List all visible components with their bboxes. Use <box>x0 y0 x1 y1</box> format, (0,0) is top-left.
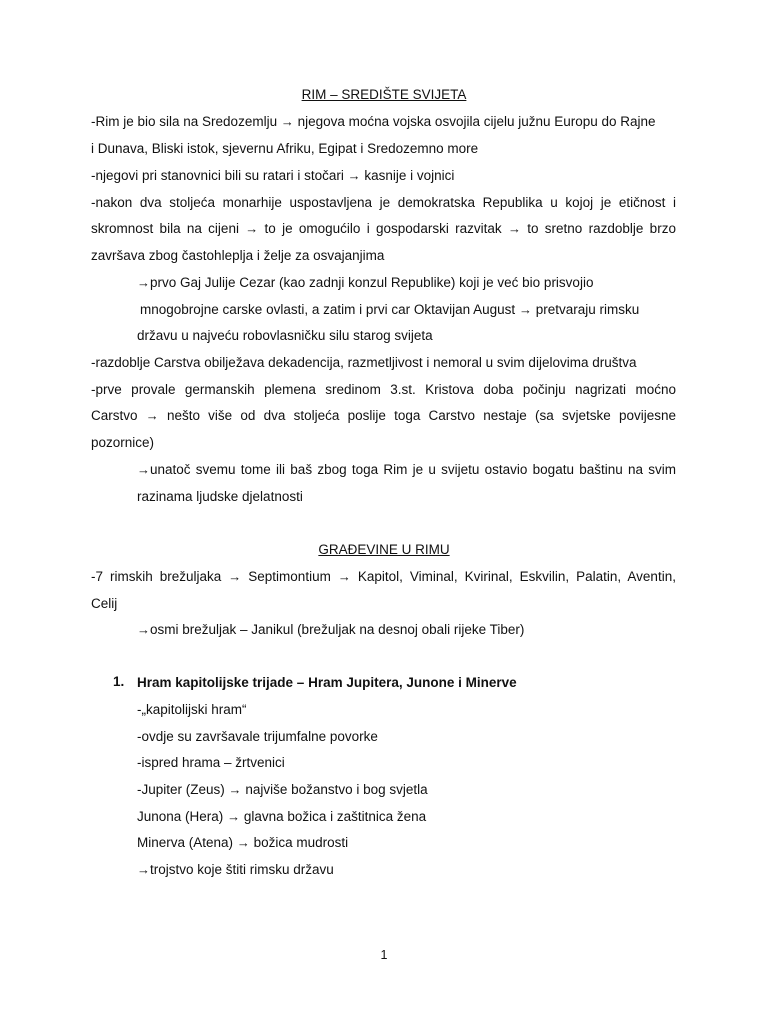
arrow-right-icon: → <box>137 862 150 877</box>
text: njegova moćna vojska osvojila cijelu južnu Europu do Rajne <box>297 114 656 129</box>
text: trojstvo koje štiti rimsku državu <box>150 862 334 877</box>
list-item <box>137 781 676 799</box>
text: unatoč svemu tome ili baš zbog toga Rim je u svijetu ostavio bogatu baštinu na svim <box>150 462 676 477</box>
paragraph-line <box>91 568 676 586</box>
arrow-right-icon: → <box>507 221 521 236</box>
paragraph-line: -prve provale germanskih plemena sredinom 3.st. Kristova doba počinju nagrizati moćno <box>91 382 676 397</box>
text: Kapitol, Viminal, Kvirinal, Eskvilin, Palatin, Aventin, <box>357 569 676 584</box>
arrow-right-icon: → <box>227 809 241 824</box>
paragraph-line <box>91 407 676 425</box>
paragraph-line: razinama ljudske djelatnosti <box>137 489 303 504</box>
paragraph-line: državu u najveću robovlasničku silu starog svijeta <box>137 328 433 343</box>
paragraph-line: pozornice) <box>91 435 155 450</box>
list-item <box>137 861 676 879</box>
text: osmi brežuljak – Janikul (brežuljak na desnoj obali rijeke Tiber) <box>150 622 525 637</box>
text: skromnost bila na cijeni <box>91 221 239 236</box>
list-heading: Hram kapitolijske trijade – Hram Jupitera, Junone i Minerve <box>137 675 517 690</box>
text: -Jupiter (Zeus) <box>137 782 225 797</box>
text: Septimontium <box>248 569 331 584</box>
text: nešto više od dva stoljeća poslije toga Carstvo nestaje (sa svjetske povijesne <box>166 408 676 423</box>
page-number: 1 <box>380 948 388 962</box>
text: kasnije i vojnici <box>364 168 455 183</box>
text: Carstvo <box>91 408 138 423</box>
arrow-right-icon: → <box>337 569 351 584</box>
arrow-right-icon: → <box>228 569 242 584</box>
list-item: -ispred hrama – žrtvenici <box>137 755 285 770</box>
arrow-right-icon: → <box>137 622 150 637</box>
paragraph-line: Celij <box>91 596 118 611</box>
text: prvo Gaj Julije Cezar (kao zadnji konzul Republike) koji je već bio prisvojio <box>150 275 594 290</box>
arrow-right-icon: → <box>245 221 259 236</box>
text: -njegovi pri stanovnici bili su ratari i stočari <box>91 168 344 183</box>
text: glavna božica i zaštitnica žena <box>243 809 427 824</box>
text: pretvaraju rimsku <box>535 302 640 317</box>
arrow-right-icon: → <box>236 835 250 850</box>
paragraph-line: -razdoblje Carstva obilježava dekadencija, razmetljivost i nemoral u svim dijelovima društva <box>91 355 637 370</box>
paragraph-line: i Dunava, Bliski istok, sjevernu Afriku, Egipat i Sredozemno more <box>91 141 479 156</box>
text: božica mudrosti <box>253 835 349 850</box>
paragraph-line <box>91 167 676 185</box>
section-title-buildings: GRAĐEVINE U RIMU <box>318 542 450 557</box>
arrow-right-icon: → <box>137 275 150 290</box>
text: Minerva (Atena) <box>137 835 234 850</box>
text: -Rim je bio sila na Sredozemlju <box>91 114 278 129</box>
arrow-right-icon: → <box>228 782 242 797</box>
list-item <box>137 808 676 826</box>
paragraph-line <box>137 461 676 479</box>
text: Junona (Hera) <box>137 809 224 824</box>
paragraph-line: završava zbog častohleplja i želje za osvajanjima <box>91 248 385 263</box>
list-item: -„kapitolijski hram“ <box>137 702 247 717</box>
list-number: 1. <box>113 674 125 689</box>
text: najviše božanstvo i bog svjetla <box>245 782 428 797</box>
text: -7 rimskih brežuljaka <box>91 569 222 584</box>
arrow-right-icon: → <box>137 462 150 477</box>
arrow-right-icon: → <box>145 408 159 423</box>
paragraph-line <box>137 621 676 639</box>
arrow-right-icon: → <box>347 168 361 183</box>
paragraph-line <box>137 274 676 292</box>
list-item <box>137 834 676 852</box>
paragraph-line <box>91 113 676 131</box>
section-title-rome: RIM – SREDIŠTE SVIJETA <box>301 87 467 102</box>
text: to sretno razdoblje brzo <box>527 221 676 236</box>
arrow-right-icon: → <box>518 302 532 317</box>
text: to je omogućilo i gospodarski razvitak <box>264 221 502 236</box>
list-item: -ovdje su završavale trijumfalne povorke <box>137 729 378 744</box>
paragraph-line <box>140 301 679 319</box>
text: mnogobrojne carske ovlasti, a zatim i prvi car Oktavijan August <box>140 302 516 317</box>
paragraph-line <box>91 220 676 238</box>
arrow-right-icon: → <box>280 114 294 129</box>
paragraph-line: -nakon dva stoljeća monarhije uspostavljena je demokratska Republika u kojoj je etičnost i <box>91 195 676 210</box>
